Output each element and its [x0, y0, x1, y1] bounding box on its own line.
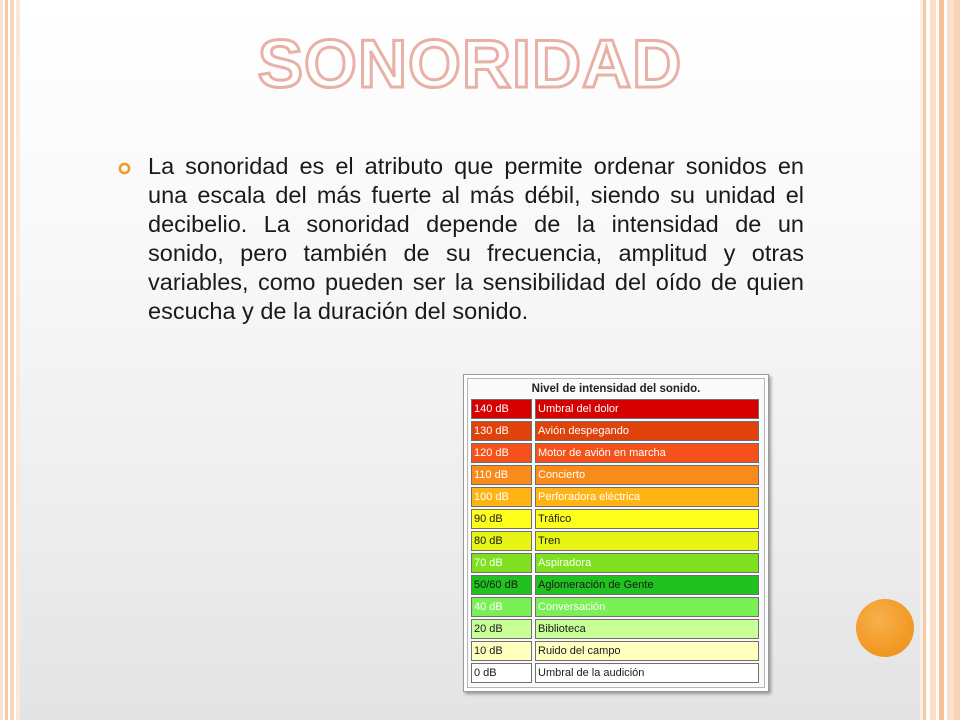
table-row: [471, 663, 761, 683]
description-cell: Conversación: [535, 597, 759, 617]
db-cell: 80 dB: [471, 531, 532, 551]
db-cell: 70 dB: [471, 553, 532, 573]
description-cell: Umbral de la audición: [535, 663, 759, 683]
description-cell: Avión despegando: [535, 421, 759, 441]
bullet-ring-icon: [118, 162, 131, 175]
table-row: [471, 487, 761, 507]
db-cell: 10 dB: [471, 641, 532, 661]
description-cell: Tren: [535, 531, 759, 551]
description-cell: Aglomeración de Gente: [535, 575, 759, 595]
table-inner: [467, 378, 765, 688]
db-cell: 0 dB: [471, 663, 532, 683]
description-cell: Aspiradora: [535, 553, 759, 573]
table-row: [471, 597, 761, 617]
db-cell: 110 dB: [471, 465, 532, 485]
description-cell: Umbral del dolor: [535, 399, 759, 419]
table-row: [471, 443, 761, 463]
db-cell: 50/60 dB: [471, 575, 532, 595]
description-cell: Motor de avión en marcha: [535, 443, 759, 463]
db-cell: 20 dB: [471, 619, 532, 639]
table-row: [471, 531, 761, 551]
table-row: [471, 421, 761, 441]
description-cell: Tráfico: [535, 509, 759, 529]
slide-title: SONORIDAD: [257, 26, 683, 102]
table-row: [471, 465, 761, 485]
db-cell: 40 dB: [471, 597, 532, 617]
table-row: [471, 619, 761, 639]
table-row: [471, 509, 761, 529]
db-cell: 90 dB: [471, 509, 532, 529]
left-decorative-stripes: [0, 0, 22, 720]
paragraph-text: La sonoridad es el atributo que permite ordenar sonidos en una escala del más fuerte al más débil, siendo su unidad el decibelio. La sonoridad depende de la intensidad de un sonido, pero también de su frecuencia, amplitud y otras variables, como pueden ser la sensibilidad del oído de quien escucha y de la duración del sonido.: [148, 153, 804, 324]
db-cell: 100 dB: [471, 487, 532, 507]
db-cell: 130 dB: [471, 421, 532, 441]
table-row: [471, 399, 761, 419]
table-row: [471, 553, 761, 573]
table-row: [471, 641, 761, 661]
description-cell: Perforadora eléctrica: [535, 487, 759, 507]
right-decorative-stripes: [920, 0, 960, 720]
db-cell: 120 dB: [471, 443, 532, 463]
table-header: Nivel de intensidad del sonido.: [531, 383, 701, 395]
sound-intensity-table-image: [463, 374, 769, 692]
description-cell: Ruido del campo: [535, 641, 759, 661]
table-row: [471, 575, 761, 595]
bullet-paragraph: [118, 152, 804, 326]
db-cell: 140 dB: [471, 399, 532, 419]
table-rows: [471, 399, 761, 683]
orange-circle-decoration: [856, 599, 914, 657]
description-cell: Biblioteca: [535, 619, 759, 639]
description-cell: Concierto: [535, 465, 759, 485]
